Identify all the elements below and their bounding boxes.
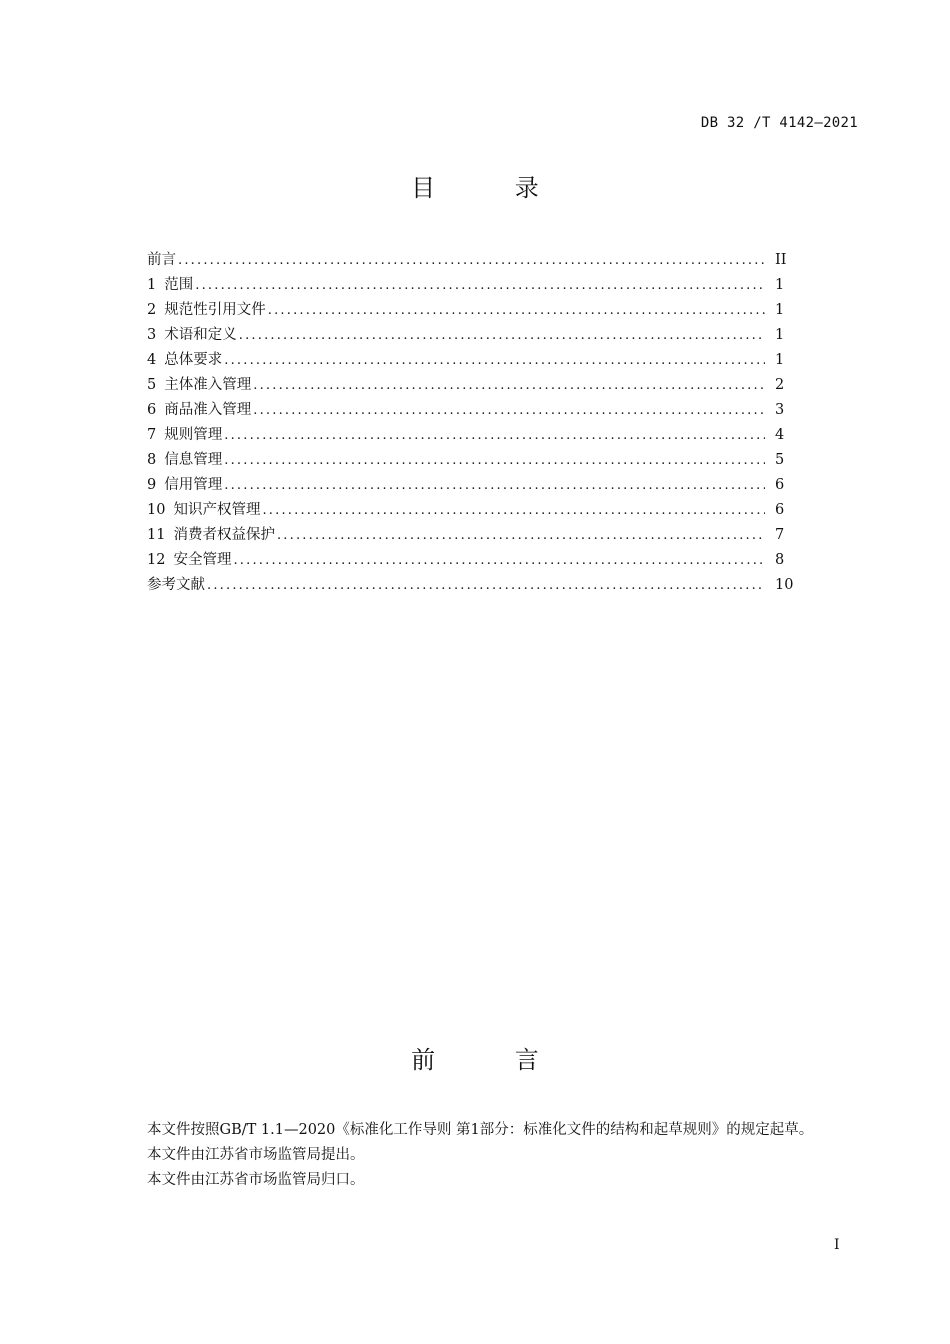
toc-entry-2[interactable] — [147, 298, 803, 323]
toc-entry-number: 1 — [147, 277, 157, 293]
toc-entry-number: 4 — [147, 352, 157, 368]
toc-entry-number: 7 — [147, 427, 157, 443]
toc-entry-label: 总体要求 — [164, 352, 223, 368]
toc-entry-6[interactable] — [147, 398, 803, 423]
toc-entry-10[interactable] — [147, 498, 803, 523]
toc-leader-dots — [224, 473, 765, 498]
toc-entry-page: 2 — [775, 377, 785, 393]
document-code: DB 32 /T 4142—2021 — [700, 115, 858, 131]
toc-entry-page: 6 — [775, 477, 785, 493]
toc-entry-label: 参考文献 — [147, 577, 205, 593]
toc-entry-label: 信用管理 — [164, 477, 223, 493]
toc-leader-dots — [233, 548, 765, 573]
toc-entry-label: 安全管理 — [173, 552, 232, 568]
toc-entry-label: 知识产权管理 — [173, 502, 261, 518]
toc-entry-page: 1 — [775, 352, 785, 368]
toc-entry-page: 8 — [775, 552, 785, 568]
toc-entry-page: 3 — [775, 402, 785, 418]
toc-entry-9[interactable] — [147, 473, 803, 498]
toc-entry-4[interactable] — [147, 348, 803, 373]
toc-leader-dots — [253, 398, 765, 423]
toc-entry-number: 5 — [147, 377, 157, 393]
toc-entry-label: 范围 — [164, 277, 194, 293]
toc-entry-7[interactable] — [147, 423, 803, 448]
toc-leader-dots — [207, 573, 765, 598]
toc-entry-page: 7 — [775, 527, 785, 543]
toc-entry-number: 10 — [147, 502, 166, 518]
toc-entry-label: 主体准入管理 — [164, 377, 252, 393]
foreword-body — [114, 1118, 860, 1193]
toc-leader-dots — [268, 298, 765, 323]
toc-leader-dots — [277, 523, 765, 548]
toc-entry-12[interactable] — [147, 548, 803, 573]
toc-leader-dots — [178, 248, 765, 273]
table-of-contents — [147, 248, 803, 598]
toc-entry-label: 规则管理 — [164, 427, 223, 443]
toc-entry-label: 消费者权益保护 — [173, 527, 275, 543]
toc-entry-number: 9 — [147, 477, 157, 493]
toc-entry-number: 11 — [147, 527, 166, 543]
toc-leader-dots — [253, 373, 765, 398]
toc-entry-8[interactable] — [147, 448, 803, 473]
toc-entry-3[interactable] — [147, 323, 803, 348]
toc-entry-page: 4 — [775, 427, 785, 443]
toc-entry-11[interactable] — [147, 523, 803, 548]
toc-entry-1[interactable] — [147, 273, 803, 298]
toc-entry-number: 2 — [147, 302, 157, 318]
toc-entry-label: 信息管理 — [164, 452, 223, 468]
foreword-paragraph: 本文件由江苏省市场监管局提出。 — [147, 1147, 365, 1163]
toc-entry-page: 1 — [775, 302, 785, 318]
toc-leader-dots — [262, 498, 765, 523]
toc-entry-number: 8 — [147, 452, 157, 468]
toc-entry-number: 3 — [147, 327, 157, 343]
toc-entry-label: 前言 — [147, 252, 176, 268]
toc-leader-dots — [224, 448, 765, 473]
toc-title: 目 录 — [411, 174, 575, 202]
toc-entry-page: 6 — [775, 502, 785, 518]
toc-entry-label: 规范性引用文件 — [164, 302, 266, 318]
foreword-title: 前 言 — [411, 1046, 575, 1074]
toc-leader-dots — [224, 348, 765, 373]
toc-entry-label: 术语和定义 — [164, 327, 237, 343]
page-number: I — [834, 1237, 840, 1253]
toc-entry-label: 商品准入管理 — [164, 402, 252, 418]
toc-entry-page: 10 — [775, 577, 794, 593]
toc-entry-page: II — [775, 252, 787, 268]
toc-leader-dots — [195, 273, 765, 298]
toc-entry-page: 1 — [775, 327, 785, 343]
toc-entry-5[interactable] — [147, 373, 803, 398]
toc-entry-references[interactable] — [147, 573, 803, 598]
toc-entry-foreword[interactable] — [147, 248, 803, 273]
foreword-paragraph: 本文件由江苏省市场监管局归口。 — [147, 1172, 365, 1188]
toc-entry-page: 5 — [775, 452, 785, 468]
foreword-paragraph: 本文件按照GB/T 1.1—2020《标准化工作导则 第1部分：标准化文件的结构和起草规则》的规定起草。 — [147, 1122, 814, 1138]
toc-entry-number: 6 — [147, 402, 157, 418]
toc-entry-number: 12 — [147, 552, 166, 568]
toc-entry-page: 1 — [775, 277, 785, 293]
toc-leader-dots — [224, 423, 765, 448]
toc-leader-dots — [239, 323, 765, 348]
